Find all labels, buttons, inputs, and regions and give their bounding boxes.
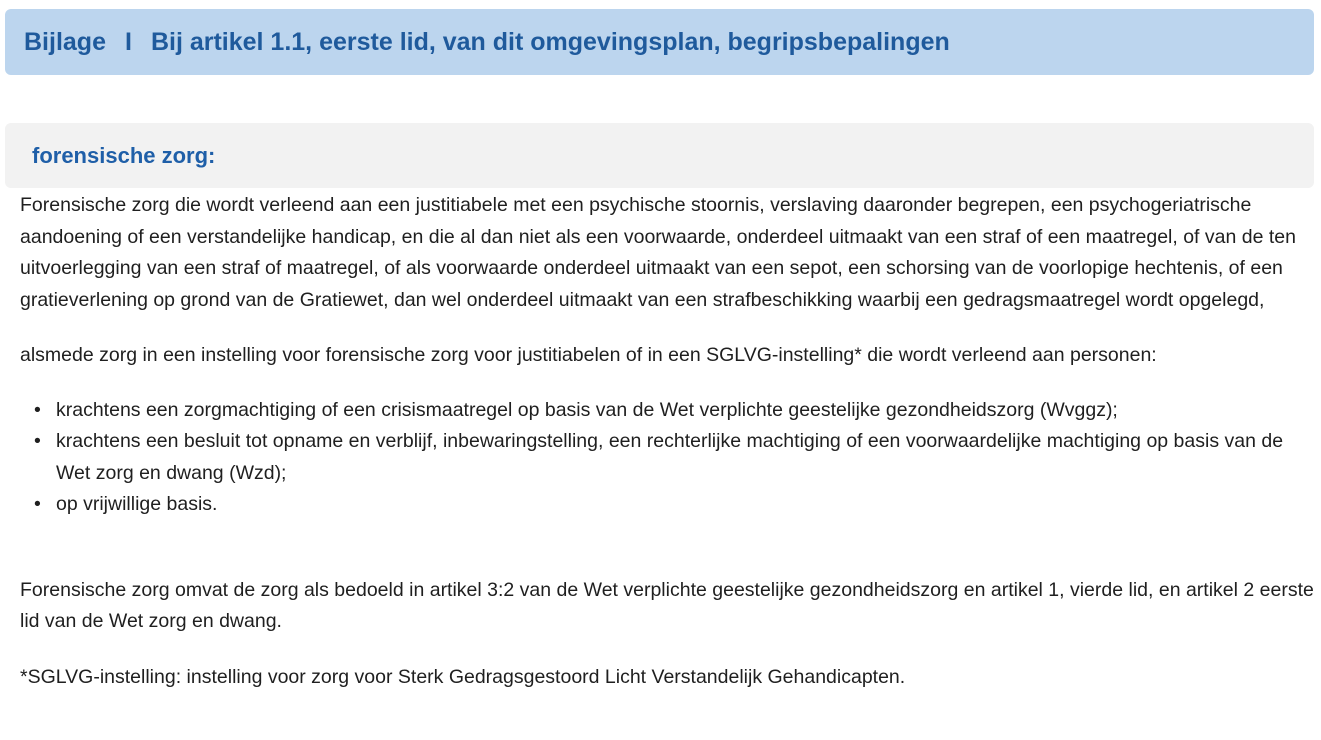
definition-paragraph-1: Forensische zorg die wordt verleend aan een justitiabele met een psychische stoornis, verslaving daaronder begrepen, een psychogeriatrische aandoening of een verstandelijke handicap, en die al dan niet als een voorwaarde, onderdeel uitmaakt van een straf of een maatregel, of van de ten uitvoerlegging van een straf of maatregel, of als voorwaarde onderdeel uitmaakt van een sepot, een schorsing van de voorlopige hechtenis, of een gratieverlening op grond van de Gratiewet, dan wel onderdeel uitmaakt van een strafbeschikking waarbij een gedragsmaatregel wordt opgelegd, [20, 194, 1296, 311]
header-separator: I [124, 27, 132, 56]
list-item: • krachtens een zorgmachtiging of een crisismaatregel op basis van de Wet verplichte geestelijke gezondheidszorg (Wvggz); [20, 395, 1315, 427]
footnote: *SGLVG-instelling: instelling voor zorg voor Sterk Gedragsgestoord Licht Verstandelijk Gehandicapten. [20, 665, 906, 688]
definition-paragraph-2: alsmede zorg in een instelling voor forensische zorg voor justitiabelen of in een SGLVG-instelling* die wordt verleend aan personen: [20, 344, 1157, 366]
list-item: • op vrijwillige basis. [20, 489, 1315, 521]
definition-paragraph-3: Forensische zorg omvat de zorg als bedoeld in artikel 3:2 van de Wet verplichte geestelijke gezondheidszorg en artikel 1, vierde lid, en artikel 2 eerste lid van de Wet zorg en dwang. [20, 578, 1314, 632]
appendix-title: Bij artikel 1.1, eerste lid, van dit omgevingsplan, begripsbepalingen [150, 27, 950, 56]
appendix-label: Bijlage [24, 27, 106, 56]
definition-term-box [5, 123, 1314, 188]
conditions-list [20, 395, 1315, 521]
appendix-header [5, 9, 1314, 75]
list-item: • krachtens een besluit tot opname en verblijf, inbewaringstelling, een rechterlijke machtiging of een voorwaardelijke machtiging op basis van de Wet zorg en dwang (Wzd); [20, 426, 1315, 489]
definition-term: forensische zorg: [32, 142, 216, 168]
definition-body [20, 190, 1315, 693]
